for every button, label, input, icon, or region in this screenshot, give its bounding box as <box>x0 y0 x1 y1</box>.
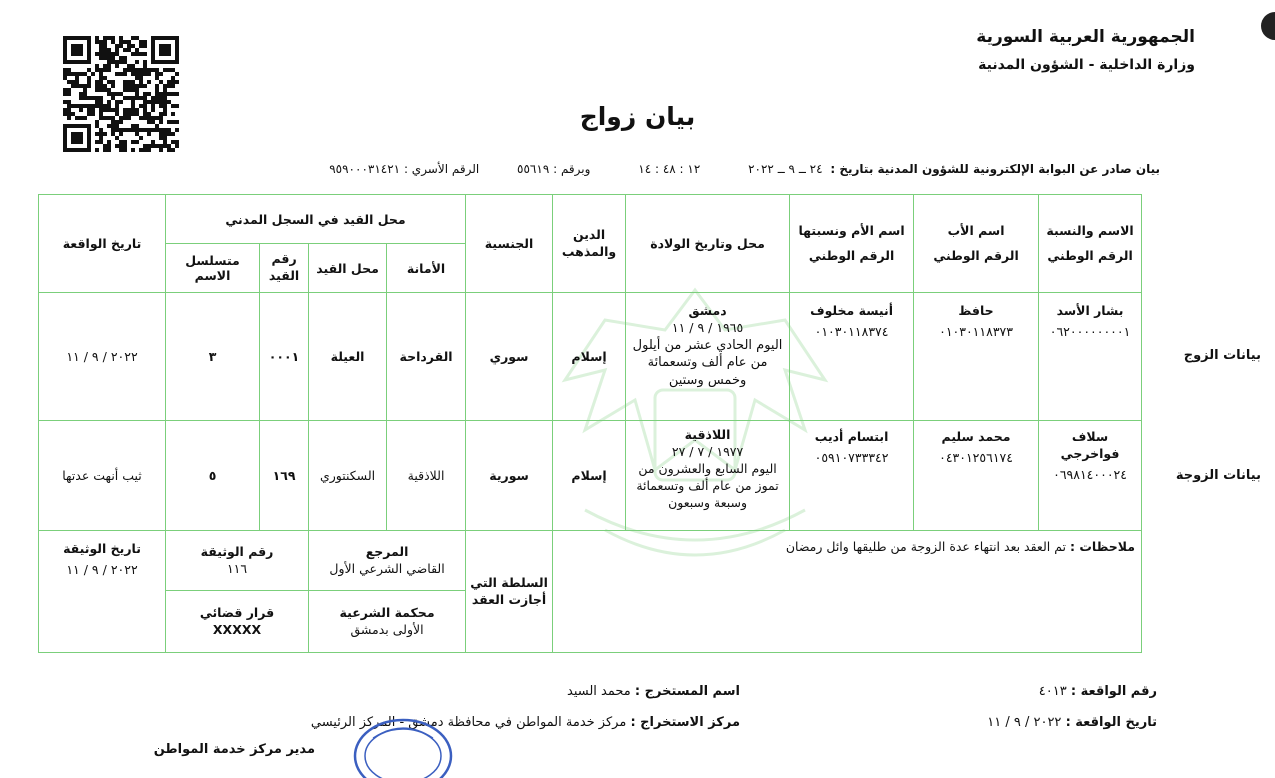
wife-event-date: ثيب أنهت عدتها <box>39 421 166 531</box>
court-cell: محكمة الشرعية الأولى بدمشق <box>309 591 466 653</box>
family-number: الرقم الأسري : ٩٥٩٠٠٠٣١٤٢١ <box>329 162 480 176</box>
wife-place: السكنتوري <box>309 421 387 531</box>
header-registry: محل القيد في السجل المدني <box>166 195 466 244</box>
header-religion: الدين والمذهب <box>553 195 626 293</box>
doc-number-cell: رقم الوثيقة ١١٦ <box>166 531 309 591</box>
wife-row <box>39 421 1142 531</box>
issued-time: ١٢ : ٤٨ : ١٤ <box>638 162 701 176</box>
wife-seq: ٥ <box>166 421 260 531</box>
window-edge-button <box>1261 12 1275 40</box>
wife-amana: اللاذقية <box>387 421 466 531</box>
event-number-line: رقم الواقعة : ٤٠١٣ <box>1038 684 1157 699</box>
header-regno: رقم القيد <box>260 244 309 293</box>
wife-regno: ١٦٩ <box>260 421 309 531</box>
issuer-header <box>976 25 1195 76</box>
husband-place: العيلة <box>309 293 387 421</box>
marriage-table <box>38 194 1142 653</box>
header-name: الاسم والنسبة الرقم الوطني <box>1039 195 1142 293</box>
header-nationality: الجنسية <box>466 195 553 293</box>
header-father: اسم الأب الرقم الوطني <box>914 195 1039 293</box>
husband-regno: ٠٠٠١ <box>260 293 309 421</box>
wife-father-cell: محمد سليم ٠٤٣٠١٢٥٦١٧٤ <box>914 421 1039 531</box>
header-place: محل القيد <box>309 244 387 293</box>
husband-seq: ٣ <box>166 293 260 421</box>
issued-serial: وبرقم : ٥٥٦١٩ <box>517 162 591 176</box>
decision-cell: قرار قضائي XXXXX <box>166 591 309 653</box>
husband-name-cell: بشار الأسد ٠٦٢٠٠٠٠٠٠٠٠١ <box>1039 293 1142 421</box>
wife-mother-cell: ابتسام أديب ٠٥٩١٠٧٣٣٣٤٢ <box>790 421 914 531</box>
official-stamp-icon <box>318 708 488 778</box>
wife-label: بيانات الزوجة <box>1175 468 1261 483</box>
event-date-line: تاريخ الواقعة : ٢٠٢٢ / ٩ / ١١ <box>987 715 1157 730</box>
husband-amana: القرداحة <box>387 293 466 421</box>
header-mother: اسم الأم ونسبتها الرقم الوطني <box>790 195 914 293</box>
authority-cell: السلطة التي أجازت العقد <box>466 531 553 653</box>
notes-text: تم العقد بعد انتهاء عدة الزوجة من طليقها وائل رمضان <box>785 539 1067 554</box>
republic-name: الجمهورية العربية السورية <box>976 27 1195 47</box>
doc-date-cell: تاريخ الوثيقة ٢٠٢٢ / ٩ / ١١ <box>39 531 166 653</box>
husband-event-date: ٢٠٢٢ / ٩ / ١١ <box>39 293 166 421</box>
wife-religion: إسلام <box>553 421 626 531</box>
husband-religion: إسلام <box>553 293 626 421</box>
header-birth: محل وتاريخ الولادة <box>626 195 790 293</box>
notes-label: ملاحظات : <box>1070 539 1136 554</box>
husband-row <box>39 293 1142 421</box>
manager-line: مدير مركز خدمة المواطن <box>153 742 315 757</box>
husband-label: بيانات الزوج <box>1183 348 1261 363</box>
wife-name-cell: سلاف فواخرجي ٠٦٩٨١٤٠٠٠٢٤ <box>1039 421 1142 531</box>
husband-nationality: سوري <box>466 293 553 421</box>
qr-code-icon <box>62 36 180 152</box>
issued-date: ٢٤ ــ ٩ ــ ٢٠٢٢ <box>748 162 823 176</box>
wife-birth-cell: اللاذقية ١٩٧٧ / ٧ / ٢٧ اليوم السابع والعشرون من تموز من عام ألف وتسعمائة وسبعة وسبعون <box>626 421 790 531</box>
header-seq: متسلسل الاسم <box>166 244 260 293</box>
center-line: مركز الاستخراج : مركز خدمة المواطن في محافظة دمشق - المركز الرئيسي <box>310 715 740 730</box>
notes-cell <box>553 531 1142 653</box>
husband-mother-cell: أنيسة مخلوف ٠١٠٣٠١١٨٣٧٤ <box>790 293 914 421</box>
page-title: بيان زواج <box>579 102 696 131</box>
extractor-line: اسم المستخرج : محمد السيد <box>567 684 740 699</box>
header-event-date: تاريخ الواقعة <box>39 195 166 293</box>
reference-cell: المرجع القاضي الشرعي الأول <box>309 531 466 591</box>
issued-line <box>325 162 1160 176</box>
husband-father-cell: حافظ ٠١٠٣٠١١٨٣٧٣ <box>914 293 1039 421</box>
husband-birth-cell: دمشق ١٩٦٥ / ٩ / ١١ اليوم الحادي عشر من أيلول من عام ألف وتسعمائة وخمس وستين <box>626 293 790 421</box>
header-amana: الأمانة <box>387 244 466 293</box>
wife-nationality: سورية <box>466 421 553 531</box>
ministry-name: وزارة الداخلية - الشؤون المدنية <box>978 56 1195 73</box>
issued-prefix: بيان صادر عن البوابة الإلكترونية للشؤون المدنية بتاريخ : <box>830 162 1160 176</box>
